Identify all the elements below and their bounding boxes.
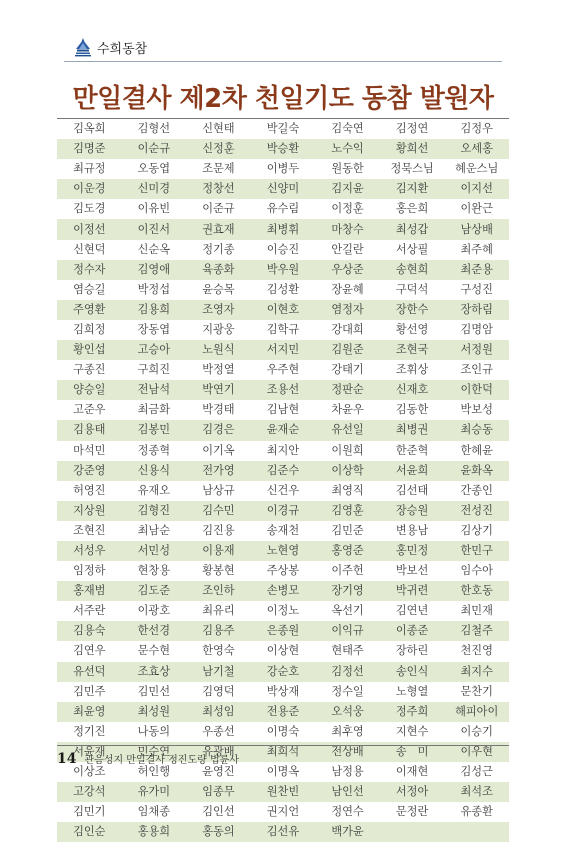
name-cell: 최성갑 xyxy=(395,222,429,236)
name-cell: 박길숙 xyxy=(266,122,300,136)
name-cell: 구종진 xyxy=(73,363,106,377)
name-cell: 구성진 xyxy=(460,282,493,296)
name-cell: 장동엽 xyxy=(137,322,171,336)
name-cell: 이광호 xyxy=(137,604,171,618)
name-cell: 문찬기 xyxy=(460,684,493,698)
name-cell: 신용식 xyxy=(137,463,171,477)
name-cell: 변용남 xyxy=(395,523,429,537)
name-cell: 최희석 xyxy=(266,744,300,758)
name-cell: 최후영 xyxy=(331,724,364,738)
table-row xyxy=(57,722,509,742)
name-cell: 서지민 xyxy=(266,343,300,357)
name-cell: 이우현 xyxy=(460,744,493,758)
name-cell: 이명숙 xyxy=(266,724,300,738)
name-cell: 최성원 xyxy=(137,704,171,718)
name-cell: 강대희 xyxy=(331,322,364,336)
name-cell: 김용주 xyxy=(202,624,235,638)
name-cell: 박귀련 xyxy=(395,584,429,598)
name-cell: 최금화 xyxy=(137,403,171,417)
name-cell: 이익규 xyxy=(331,624,364,638)
name-cell: 박보성 xyxy=(460,403,493,417)
name-cell: 홍영준 xyxy=(331,544,364,558)
name-cell: 이준규 xyxy=(202,202,235,216)
name-cell: 김옥희 xyxy=(73,122,106,136)
name-cell: 김용태 xyxy=(73,423,106,437)
name-cell: 최남순 xyxy=(137,523,171,537)
name-cell: 최윤영 xyxy=(73,704,106,718)
name-cell: 한준혁 xyxy=(395,443,429,457)
name-cell: 노수익 xyxy=(331,142,364,156)
name-cell: 한민구 xyxy=(460,544,493,558)
name-cell: 옥선기 xyxy=(331,604,364,618)
name-cell: 정판순 xyxy=(331,383,364,397)
name-cell: 육종화 xyxy=(202,262,235,276)
name-cell: 김성근 xyxy=(460,765,493,779)
name-cell: 최석조 xyxy=(460,785,493,799)
name-cell: 김지환 xyxy=(395,182,429,196)
name-cell: 김준수 xyxy=(266,463,300,477)
header-title: 수희동참 xyxy=(97,41,148,57)
name-cell: 김원준 xyxy=(331,343,364,357)
name-cell: 정수일 xyxy=(331,684,364,698)
name-cell: 현태주 xyxy=(331,644,364,658)
name-cell: 조문제 xyxy=(202,162,235,176)
name-cell: 박상재 xyxy=(266,684,300,698)
name-cell: 문수현 xyxy=(137,644,171,658)
name-cell: 서정원 xyxy=(460,343,493,357)
name-cell: 박경태 xyxy=(202,403,235,417)
name-cell xyxy=(444,822,509,842)
name-cell: 최준용 xyxy=(460,262,493,276)
name-cell: 홍동의 xyxy=(202,825,235,839)
name-cell: 황희선 xyxy=(395,142,429,156)
name-cell: 김민주 xyxy=(73,684,106,698)
page-title: 만일결사 제2차 천일기도 동참 발원자 xyxy=(72,84,494,114)
name-cell: 이정노 xyxy=(266,604,300,618)
name-cell: 홍용희 xyxy=(137,825,171,839)
name-cell: 임종무 xyxy=(202,785,235,799)
name-cell: 최유리 xyxy=(202,604,235,618)
name-cell: 나동의 xyxy=(137,724,171,738)
name-cell: 이진서 xyxy=(137,222,171,236)
name-cell: 최주혜 xyxy=(460,242,493,256)
name-cell: 박정열 xyxy=(202,363,235,377)
name-cell: 오동엽 xyxy=(137,162,171,176)
header-divider xyxy=(64,61,502,62)
name-cell: 김진용 xyxy=(202,523,235,537)
table-row xyxy=(57,159,509,179)
name-cell: 김동한 xyxy=(395,403,429,417)
name-cell: 임채종 xyxy=(137,805,171,819)
name-cell: 김영덕 xyxy=(202,684,235,698)
name-cell: 김숙연 xyxy=(331,122,364,136)
name-cell: 정창선 xyxy=(202,182,235,196)
name-cell: 윤승목 xyxy=(202,282,235,296)
name-cell: 김도준 xyxy=(137,584,171,598)
name-cell: 김상기 xyxy=(460,523,493,537)
name-cell: 마창수 xyxy=(331,222,364,236)
name-cell: 박보선 xyxy=(395,564,429,578)
name-cell: 허영진 xyxy=(73,483,106,497)
name-cell: 김봉민 xyxy=(137,423,171,437)
name-cell: 최승동 xyxy=(460,423,493,437)
name-cell: 김명준 xyxy=(73,142,106,156)
name-cell: 김민선 xyxy=(137,684,171,698)
name-cell: 김도경 xyxy=(73,202,106,216)
name-cell: 서민성 xyxy=(137,544,171,558)
name-cell: 임수아 xyxy=(460,564,493,578)
name-cell: 김정연 xyxy=(395,122,429,136)
name-cell: 최지수 xyxy=(460,664,493,678)
name-cell: 윤영진 xyxy=(202,765,235,779)
name-cell: 이정선 xyxy=(73,222,106,236)
name-cell: 송 미 xyxy=(395,744,429,758)
name-cell: 주영환 xyxy=(73,302,106,316)
name-cell: 송재천 xyxy=(266,523,300,537)
name-cell: 노현영 xyxy=(266,544,300,558)
name-cell: 염승길 xyxy=(73,282,106,296)
name-cell: 한호동 xyxy=(460,584,493,598)
name-cell: 손병모 xyxy=(266,584,300,598)
table-row xyxy=(57,581,509,601)
table-row xyxy=(57,139,509,159)
name-cell: 구덕석 xyxy=(395,282,429,296)
name-cell: 유종환 xyxy=(460,805,493,819)
name-cell: 유광배 xyxy=(202,744,235,758)
name-cell: 우주현 xyxy=(266,363,300,377)
name-cell: 남상배 xyxy=(460,222,493,236)
name-cell: 신재호 xyxy=(395,383,429,397)
name-cell: 김민기 xyxy=(73,805,106,819)
name-cell: 전용준 xyxy=(266,704,300,718)
names-table xyxy=(57,119,509,842)
table-row xyxy=(57,682,509,702)
name-cell: 김남현 xyxy=(266,403,300,417)
name-cell: 유재오 xyxy=(137,483,171,497)
name-cell: 조효상 xyxy=(137,664,171,678)
table-row xyxy=(57,782,509,802)
name-cell: 이순규 xyxy=(137,142,171,156)
name-cell: 최지안 xyxy=(266,443,300,457)
name-cell: 이승기 xyxy=(460,724,493,738)
name-cell: 고강석 xyxy=(73,785,106,799)
name-cell: 장한수 xyxy=(395,302,429,316)
name-cell: 간종인 xyxy=(460,483,493,497)
name-cell: 권지언 xyxy=(266,805,300,819)
name-cell: 민순연 xyxy=(137,744,171,758)
name-cell: 장승원 xyxy=(395,503,429,517)
table-row xyxy=(57,601,509,621)
name-cell: 김연우 xyxy=(73,644,106,658)
page-header xyxy=(74,36,147,58)
name-cell: 송현희 xyxy=(395,262,429,276)
name-cell: 구희진 xyxy=(137,363,171,377)
name-cell: 김연년 xyxy=(395,604,429,618)
name-cell: 김성환 xyxy=(266,282,300,296)
name-cell: 지상원 xyxy=(73,503,106,517)
name-cell: 한선경 xyxy=(137,624,171,638)
name-cell: 강준영 xyxy=(73,463,106,477)
name-cell: 김형진 xyxy=(137,503,171,517)
name-cell: 홍민정 xyxy=(395,544,429,558)
name-cell: 김용희 xyxy=(137,302,171,316)
name-cell: 장윤혜 xyxy=(331,282,364,296)
name-cell: 지현수 xyxy=(395,724,429,738)
table-row xyxy=(57,340,509,360)
table-row xyxy=(57,802,509,822)
name-cell: 김영애 xyxy=(137,262,171,276)
table-row xyxy=(57,561,509,581)
name-cell: 유선덕 xyxy=(73,664,106,678)
page-number: 14 xyxy=(57,751,77,767)
name-cell: 차윤우 xyxy=(331,403,364,417)
table-row xyxy=(57,320,509,340)
table-bottom-rule xyxy=(57,745,509,746)
name-cell: 서상필 xyxy=(395,242,429,256)
name-cell: 신양미 xyxy=(266,182,300,196)
name-cell: 정기종 xyxy=(202,242,235,256)
name-cell: 정수자 xyxy=(73,262,106,276)
footer-text: 관음성지 만일결사 정진도량 법륜사 xyxy=(84,755,239,766)
name-cell: 이한덕 xyxy=(460,383,493,397)
name-cell: 조현국 xyxy=(395,343,429,357)
name-cell: 김경은 xyxy=(202,423,235,437)
name-cell: 서윤희 xyxy=(395,463,429,477)
name-cell: 김정선 xyxy=(331,664,364,678)
name-cell: 김희정 xyxy=(73,322,106,336)
name-cell: 이현호 xyxy=(266,302,300,316)
name-cell: 김용숙 xyxy=(73,624,106,638)
name-cell: 이주헌 xyxy=(331,564,364,578)
name-cell: 양승일 xyxy=(73,383,106,397)
name-cell: 강순호 xyxy=(266,664,300,678)
table-row xyxy=(57,541,509,561)
name-cell: 김민준 xyxy=(331,523,364,537)
table-row xyxy=(57,461,509,481)
name-cell: 지광웅 xyxy=(202,322,235,336)
table-row xyxy=(57,360,509,380)
name-cell: 최민재 xyxy=(460,604,493,618)
name-cell: 박연기 xyxy=(202,383,235,397)
name-cell: 원찬빈 xyxy=(266,785,300,799)
name-cell: 노원식 xyxy=(202,343,235,357)
name-cell: 정연수 xyxy=(331,805,364,819)
name-cell: 송인식 xyxy=(395,664,429,678)
table-row xyxy=(57,300,509,320)
table-row xyxy=(57,119,509,139)
name-cell: 정종혁 xyxy=(137,443,171,457)
name-cell: 주상봉 xyxy=(266,564,300,578)
name-cell: 장기영 xyxy=(331,584,364,598)
name-cell: 최병휘 xyxy=(266,222,300,236)
name-cell: 권효재 xyxy=(202,222,235,236)
name-cell: 문정란 xyxy=(395,805,429,819)
temple-logo-icon xyxy=(74,37,92,57)
name-cell: 최병권 xyxy=(395,423,429,437)
table-row xyxy=(57,521,509,541)
name-cell: 이재현 xyxy=(395,765,429,779)
name-cell: 이지선 xyxy=(460,182,493,196)
name-cell: 이종준 xyxy=(395,624,429,638)
name-cell: 남기철 xyxy=(202,664,235,678)
table-row xyxy=(57,662,509,682)
name-cell: 정묵스님 xyxy=(390,162,434,176)
name-cell: 임정하 xyxy=(73,564,106,578)
table-row xyxy=(57,822,509,842)
name-cell: 이용재 xyxy=(202,544,235,558)
name-cell: 윤재순 xyxy=(266,423,300,437)
name-cell: 김명암 xyxy=(460,322,493,336)
name-cell: 최성임 xyxy=(202,704,235,718)
name-cell: 홍은희 xyxy=(395,202,429,216)
name-cell xyxy=(380,822,445,842)
name-cell: 조영자 xyxy=(202,302,235,316)
name-cell: 우종선 xyxy=(202,724,235,738)
name-cell: 전남석 xyxy=(137,383,171,397)
name-cell: 안길란 xyxy=(331,242,364,256)
name-cell: 박승환 xyxy=(266,142,300,156)
name-cell: 박정섭 xyxy=(137,282,171,296)
table-row xyxy=(57,179,509,199)
name-cell: 서정아 xyxy=(395,785,429,799)
name-cell: 이병두 xyxy=(266,162,300,176)
name-cell: 정주희 xyxy=(395,704,429,718)
name-cell: 장하림 xyxy=(460,302,493,316)
table-row xyxy=(57,641,509,661)
name-cell: 전성진 xyxy=(460,503,493,517)
name-cell: 혜운스님 xyxy=(455,162,499,176)
name-cell: 서성우 xyxy=(73,544,106,558)
name-cell: 천진영 xyxy=(460,644,493,658)
name-cell: 이상조 xyxy=(73,765,106,779)
name-cell: 고준우 xyxy=(73,403,106,417)
name-cell: 이운경 xyxy=(73,182,106,196)
name-cell: 조휘상 xyxy=(395,363,429,377)
name-cell: 조인규 xyxy=(460,363,493,377)
name-cell: 고승아 xyxy=(137,343,171,357)
name-cell: 최영직 xyxy=(331,483,364,497)
name-cell: 김형선 xyxy=(137,122,171,136)
name-cell: 김수민 xyxy=(202,503,235,517)
name-cell: 이원희 xyxy=(331,443,364,457)
name-cell: 윤화옥 xyxy=(460,463,493,477)
name-cell: 염정자 xyxy=(331,302,364,316)
name-cell: 조현진 xyxy=(73,523,106,537)
name-cell: 박우원 xyxy=(266,262,300,276)
name-cell: 김학규 xyxy=(266,322,300,336)
name-cell: 장하린 xyxy=(395,644,429,658)
table-row xyxy=(57,199,509,219)
name-cell: 황인섭 xyxy=(73,343,106,357)
name-cell: 신정훈 xyxy=(202,142,235,156)
name-cell: 이상현 xyxy=(266,644,300,658)
name-cell: 우상준 xyxy=(331,262,364,276)
name-cell: 마석민 xyxy=(73,443,106,457)
table-row xyxy=(57,280,509,300)
name-cell: 신건우 xyxy=(266,483,300,497)
table-row xyxy=(57,240,509,260)
name-cell: 원동한 xyxy=(331,162,364,176)
name-cell: 김철주 xyxy=(460,624,493,638)
name-cell: 서주란 xyxy=(73,604,106,618)
table-row xyxy=(57,621,509,641)
name-cell: 유수림 xyxy=(266,202,300,216)
name-cell: 김정우 xyxy=(460,122,493,136)
name-cell: 남상규 xyxy=(202,483,235,497)
name-cell: 이정훈 xyxy=(331,202,364,216)
name-cell: 신현태 xyxy=(202,122,235,136)
name-cell: 한혜윤 xyxy=(460,443,493,457)
name-cell: 서윤재 xyxy=(73,744,106,758)
name-cell: 한영숙 xyxy=(202,644,235,658)
page-footer xyxy=(57,751,239,767)
name-cell: 이유빈 xyxy=(137,202,171,216)
name-cell: 남정용 xyxy=(331,765,364,779)
name-cell: 이승진 xyxy=(266,242,300,256)
name-cell: 김선유 xyxy=(266,825,300,839)
name-cell: 노형열 xyxy=(395,684,429,698)
name-cell: 해피아이 xyxy=(455,704,499,718)
name-cell: 김인순 xyxy=(73,825,106,839)
name-cell: 김영훈 xyxy=(331,503,364,517)
name-cell: 백가윤 xyxy=(331,825,364,839)
name-cell: 이기옥 xyxy=(202,443,235,457)
name-cell: 이명옥 xyxy=(266,765,300,779)
name-cell: 황선영 xyxy=(395,322,429,336)
name-cell: 남인선 xyxy=(331,785,364,799)
name-cell: 김선태 xyxy=(395,483,429,497)
name-cell: 조인하 xyxy=(202,584,235,598)
name-cell: 신미경 xyxy=(137,182,171,196)
name-cell: 전가영 xyxy=(202,463,235,477)
name-cell: 허인행 xyxy=(137,765,171,779)
name-cell: 유선일 xyxy=(331,423,364,437)
table-row xyxy=(57,481,509,501)
name-cell: 최규정 xyxy=(73,162,106,176)
name-cell: 이완근 xyxy=(460,202,493,216)
name-cell: 오석웅 xyxy=(331,704,364,718)
name-cell: 조용선 xyxy=(266,383,300,397)
name-cell: 황봉현 xyxy=(202,564,235,578)
name-cell: 전상배 xyxy=(331,744,364,758)
name-cell: 은종원 xyxy=(266,624,300,638)
name-cell: 이상학 xyxy=(331,463,364,477)
table-row xyxy=(57,380,509,400)
name-cell: 오세홍 xyxy=(460,142,493,156)
table-row xyxy=(57,219,509,239)
name-cell: 김인선 xyxy=(202,805,235,819)
table-row xyxy=(57,420,509,440)
name-cell: 강태기 xyxy=(331,363,364,377)
table-row xyxy=(57,501,509,521)
table-row xyxy=(57,260,509,280)
name-cell: 현창용 xyxy=(137,564,171,578)
name-cell: 신현덕 xyxy=(73,242,106,256)
names-table-body xyxy=(57,119,509,842)
table-row xyxy=(57,441,509,461)
name-cell: 정기진 xyxy=(73,724,106,738)
name-cell: 홍재범 xyxy=(73,584,106,598)
name-cell: 이경규 xyxy=(266,503,300,517)
table-row xyxy=(57,702,509,722)
name-cell: 김지윤 xyxy=(331,182,364,196)
name-cell: 유가미 xyxy=(137,785,171,799)
table-row xyxy=(57,400,509,420)
name-cell: 신순옥 xyxy=(137,242,171,256)
